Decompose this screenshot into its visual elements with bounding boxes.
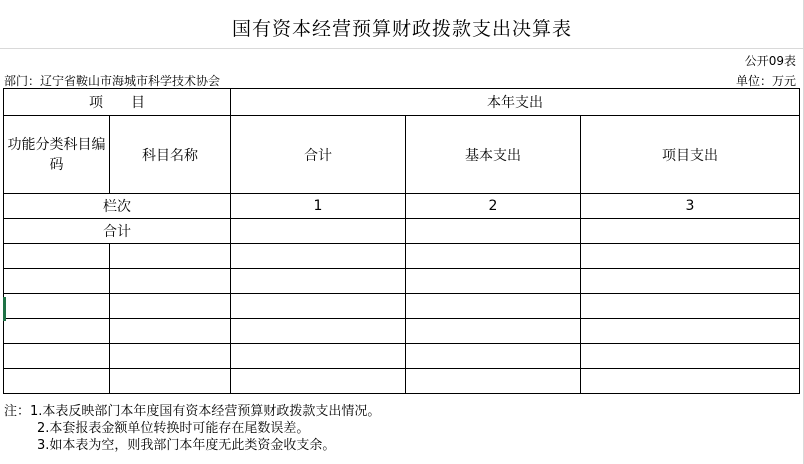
total-label: 合计 [4,219,231,244]
table-cell[interactable] [4,269,110,294]
table-cell[interactable] [581,344,800,369]
table-cell[interactable] [110,294,231,319]
col-subject-name: 科目名称 [110,116,231,194]
selected-cell-indicator [3,297,6,321]
page-title: 国有资本经营预算财政拨款支出决算表 [231,18,572,40]
table-cell[interactable] [231,219,406,244]
table-cell[interactable] [406,269,581,294]
note-line-3: 3.如本表为空，则我部门本年度无此类资金收支余。 [37,438,336,453]
col-basic: 基本支出 [406,116,581,194]
expenditure-table [3,88,800,394]
note-line-1: 注：1.本表反映部门本年度国有资本经营预算财政拨款支出情况。 [4,404,381,419]
table-cell[interactable] [4,319,110,344]
table-cell[interactable] [231,244,406,269]
table-cell[interactable] [110,344,231,369]
table-cell[interactable] [110,269,231,294]
table-cell[interactable] [406,369,581,394]
table-row [4,319,800,344]
table-cell[interactable] [581,369,800,394]
table-row [4,369,800,394]
table-cell[interactable] [581,244,800,269]
col-func-code: 功能分类科目编码 [4,116,110,194]
table-header-row [4,89,800,116]
table-row [4,269,800,294]
header-current-year: 本年支出 [231,89,800,116]
table-cell[interactable] [406,319,581,344]
table-cell[interactable] [110,244,231,269]
table-cell[interactable] [231,294,406,319]
table-row [4,344,800,369]
column-index-row [4,194,800,219]
column-index-2: 2 [406,194,581,219]
column-index-label: 栏次 [4,194,231,219]
table-cell[interactable] [231,269,406,294]
total-row [4,219,800,244]
table-cell[interactable] [110,369,231,394]
table-cell[interactable] [231,369,406,394]
table-cell[interactable] [581,294,800,319]
table-cell[interactable] [581,219,800,244]
table-cell[interactable] [581,269,800,294]
table-cell[interactable] [581,319,800,344]
table-cell[interactable] [231,344,406,369]
table-cell[interactable] [406,219,581,244]
table-row [4,244,800,269]
note-line-2: 2.本套报表金额单位转换时可能存在尾数误差。 [37,421,310,436]
table-cell[interactable] [406,344,581,369]
table-cell[interactable] [4,369,110,394]
unit-label: 单位：万元 [735,74,796,88]
table-row [4,294,800,319]
department-label: 部门：辽宁省鞍山市海城市科学技术协会 [4,74,221,88]
table-cell[interactable] [406,294,581,319]
notes [4,403,380,454]
header-item: 项 目 [4,89,231,116]
column-index-1: 1 [231,194,406,219]
col-project: 项目支出 [581,116,800,194]
grid-line [0,48,804,49]
table-cell[interactable] [4,244,110,269]
table-cell[interactable] [4,294,110,319]
table-cell[interactable] [110,319,231,344]
table-cell[interactable] [406,244,581,269]
table-cell[interactable] [231,319,406,344]
col-total: 合计 [231,116,406,194]
table-subheader-row [4,116,800,194]
table-cell[interactable] [4,344,110,369]
form-code: 公开09表 [744,54,796,68]
column-index-3: 3 [581,194,800,219]
